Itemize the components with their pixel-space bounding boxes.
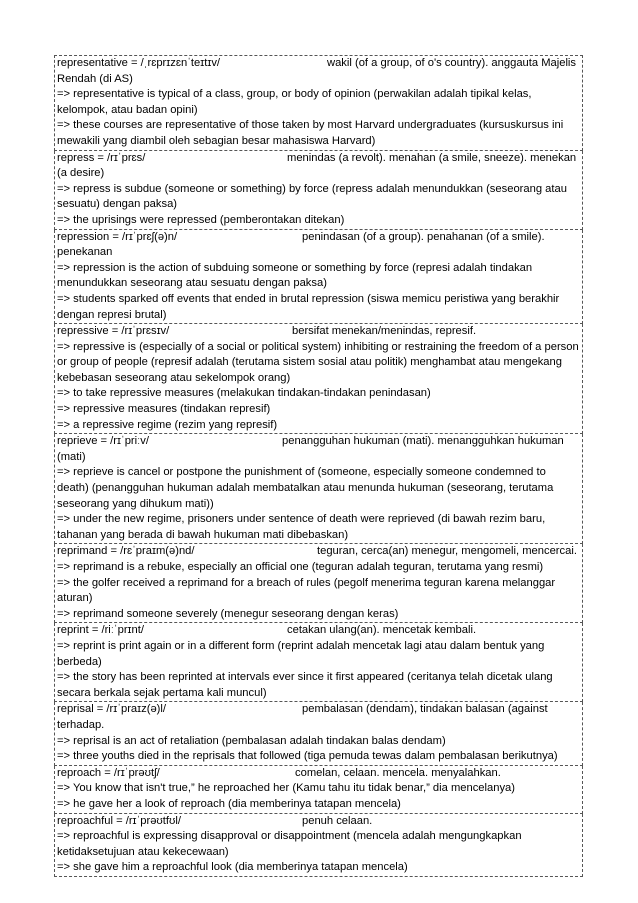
- entry-example-line: => the golfer received a reprimand for a breach of rules (pegolf menerima teguran karena melanggar aturan): [57, 576, 556, 605]
- entry-head: [57, 230, 580, 261]
- entry-example-line: => repressive measures (tindakan represif): [57, 403, 271, 416]
- entry-example-line: => repression is the action of subduing someone or something by force (represi adalah tindakan menundukkan seseorang atau sesuatu dengan paksa): [57, 261, 533, 290]
- dictionary-entry: [54, 230, 583, 325]
- entry-example-line: => reprieve is cancel or postpone the punishment of (someone, especially someone condemned to death) (penangguhan hukuman adalah membatalkan atau menunda hukuman (seseorang, terutama seseorang yang dihukum mati)): [57, 466, 554, 510]
- entry-definition: pembalasan (dendam), tindakan balasan (against terhadap.: [57, 703, 548, 731]
- entry-definition: teguran, cerca(an) menegur, mengomeli, mencercai.: [317, 545, 577, 558]
- dictionary-entry: [54, 151, 583, 230]
- entry-head: [57, 324, 580, 340]
- entry-example-line: => reprimand someone severely (menegur seseorang dengan keras): [57, 607, 399, 620]
- entry-head: [57, 544, 580, 560]
- entry-definition: menindas (a revolt). menahan (a smile, sneeze). menekan (a desire): [57, 151, 577, 180]
- entry-term: reprieve = /rɪˈpriːv/: [57, 435, 149, 448]
- entry-example-line: => the uprisings were repressed (pemberontakan ditekan): [57, 213, 345, 226]
- entry-definition: cetakan ulang(an). mencetak kembali.: [287, 624, 477, 637]
- dictionary-entry: [54, 55, 583, 151]
- entry-example-line: => students sparked off events that ended in brutal repression (siswa memicu peristiwa yang berakhir dengan represi brutal): [57, 292, 560, 321]
- entry-example-line: => reproachful is expressing disapproval or disappointment (mencela adalah mengungkapkan ketidaksetujuan atau kekecewaan): [57, 830, 522, 858]
- entry-definition: wakil (of a group, of o's country). anggauta Majelis Rendah (di AS): [57, 57, 577, 85]
- dictionary-entry: [54, 766, 583, 814]
- entry-example-line: => to take repressive measures (melakukan tindakan-tindakan penindasan): [57, 387, 431, 400]
- entry-term: repressive = /rɪˈprɛsɪv/: [57, 325, 170, 338]
- entry-term: repression = /rɪˈprɛʃ(ə)n/: [57, 230, 178, 243]
- dictionary-entry: [54, 623, 583, 702]
- entry-example-line: => reprint is print again or in a different form (reprint adalah mencetak lagi atau dalam bentuk yang berbeda): [57, 639, 545, 668]
- entry-head: [57, 766, 580, 782]
- entry-term: reprimand = /rɛˈpraɪm(ə)nd/: [57, 545, 195, 558]
- entry-head: [57, 56, 580, 87]
- dictionary-entry: [54, 814, 583, 877]
- entry-example-line: => reprisal is an act of retaliation (pembalasan adalah tindakan balas dendam): [57, 734, 446, 747]
- entry-definition: penangguhan hukuman (mati). menangguhkan hukuman (mati): [57, 435, 564, 463]
- dictionary-entry: [54, 434, 583, 544]
- entry-example-line: => representative is typical of a class, group, or body of opinion (perwakilan adalah tipikal kelas, kelompok, atau badan opini): [57, 88, 532, 116]
- entry-head: [57, 434, 580, 465]
- entry-example-line: => she gave him a reproachful look (dia memberinya tatapan mencela): [57, 861, 408, 874]
- entry-term: repress = /rɪˈprɛs/: [57, 151, 146, 164]
- entry-example-line: => he gave her a look of reproach (dia memberinya tatapan mencela): [57, 797, 401, 810]
- entry-term: reproach = /rɪˈprəʊtʃ/: [57, 766, 160, 779]
- entry-term: reprint = /riːˈprɪnt/: [57, 624, 144, 637]
- entry-definition: penuh celaan.: [302, 814, 373, 827]
- dictionary-entry: [54, 544, 583, 623]
- entry-example-line: => a repressive regime (rezim yang represif): [57, 418, 278, 431]
- entry-head: [57, 814, 580, 830]
- entry-example-line: => repress is subdue (someone or something) by force (repress adalah menundukkan (seseorang atau sesuatu) dengan paksa): [57, 182, 567, 211]
- dictionary-entry: [54, 324, 583, 434]
- dictionary-entry: [54, 702, 583, 765]
- document-body: [54, 55, 583, 877]
- entry-term: reproachful = /rɪˈprəʊtfʊl/: [57, 814, 181, 827]
- entry-example-line: => the story has been reprinted at intervals ever since it first appeared (ceritanya telah dicetak ulang secara berkala sejak pertama kali muncul): [57, 671, 553, 699]
- entry-example-line: => these courses are representative of those taken by most Harvard undergraduates (kursuskursus ini mewakili yang diambil oleh sebagian besar mahasiswa Harvard): [57, 119, 564, 147]
- entry-term: representative = /ˌrɛprɪzɛnˈteɪtɪv/: [57, 57, 221, 69]
- entry-term: reprisal = /rɪˈpraɪz(ə)l/: [57, 703, 166, 716]
- entry-definition: bersifat menekan/menindas, represif.: [292, 325, 477, 338]
- entry-example-line: => three youths died in the reprisals that followed (tiga pemuda tewas dalam pembalasan berikutnya): [57, 750, 558, 763]
- entry-example-line: => repressive is (especially of a social or political system) inhibiting or restraining the freedom of a person or group of people (represif adalah (terutama sistem sosial atau politik) menghambat atau mengekang kebebasan seseorang atau sekelompok orang): [57, 340, 579, 384]
- entry-definition: comelan, celaan. mencela. menyalahkan.: [295, 766, 501, 779]
- entry-head: [57, 702, 580, 733]
- entry-example-line: => You know that isn't true,” he reproached her (Kamu tahu itu tidak benar,” dia mencelanya): [57, 782, 515, 795]
- entry-example-line: => under the new regime, prisoners under sentence of death were reprieved (di bawah rezim baru, tahanan yang berada di bawah hukuman mati dibebaskan): [57, 513, 546, 541]
- entry-head: [57, 151, 580, 182]
- entry-head: [57, 623, 580, 639]
- entry-example-line: => reprimand is a rebuke, especially an official one (teguran adalah teguran, terutama yang resmi): [57, 561, 544, 573]
- entry-definition: penindasan (of a group). penahanan (of a smile). penekanan: [57, 230, 545, 259]
